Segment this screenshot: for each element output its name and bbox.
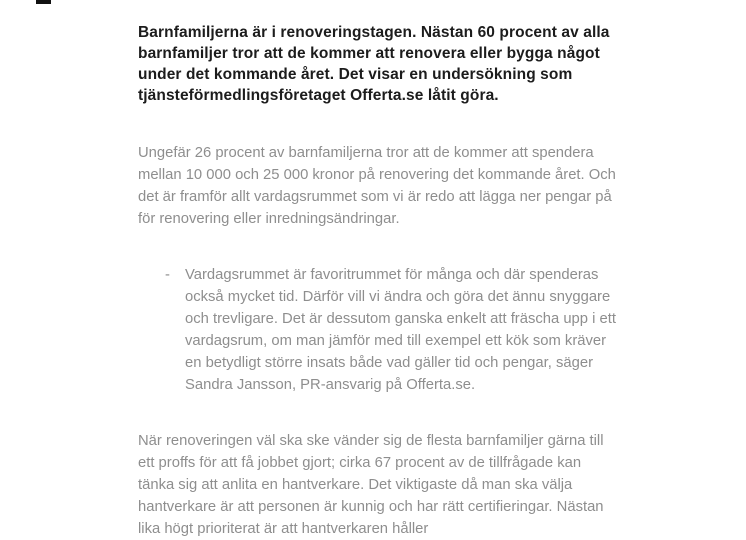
crop-mark bbox=[36, 0, 51, 4]
paragraph-hiring-craftsmen: När renoveringen väl ska ske vänder sig de flesta barnfamiljer gärna till ett proffs för att få jobbet gjort; cirka 67 procent av de tillfrågade kan tänka sig att anlita en hantverkare. Det viktigaste då man ska välja hantverkare är att personen är kunnig och har rätt certifieringar. Nästan lika högt prioriterat är att hantverkaren håller bbox=[138, 433, 604, 537]
quote-text: Vardagsrummet är favoritrummet för många och där spenderas också mycket tid. Därför vill vi ändra och göra det ännu snyggare och trevligare. Det är dessutom ganska enkelt att fräscha upp i ett vardagsrum, om man jämför med till exempel ett kök som kräver en betydligt större insats både vad gäller tid och pengar, säger Sandra Jansson, PR-ansvarig på Offerta.se. bbox=[185, 267, 616, 393]
paragraph-survey-spending: Ungefär 26 procent av barnfamiljerna tror att de kommer att spendera mellan 10 000 och 25 000 kronor på renovering det kommande året. Och det är framför allt vardagsrummet som vi är redo att lägga ner pengar på för renovering eller inredningsändringar. bbox=[138, 145, 616, 227]
document-heading: Barnfamiljerna är i renoveringstagen. Nästan 60 procent av alla barnfamiljer tror att de kommer att renovera eller bygga något under det kommande året. Det visar en undersökning som tjänsteförmedlingsföretaget Offerta.se låtit göra. bbox=[138, 24, 610, 104]
quote-block bbox=[138, 264, 616, 396]
press-release-document bbox=[138, 22, 616, 540]
quote-dash: - bbox=[165, 267, 170, 283]
